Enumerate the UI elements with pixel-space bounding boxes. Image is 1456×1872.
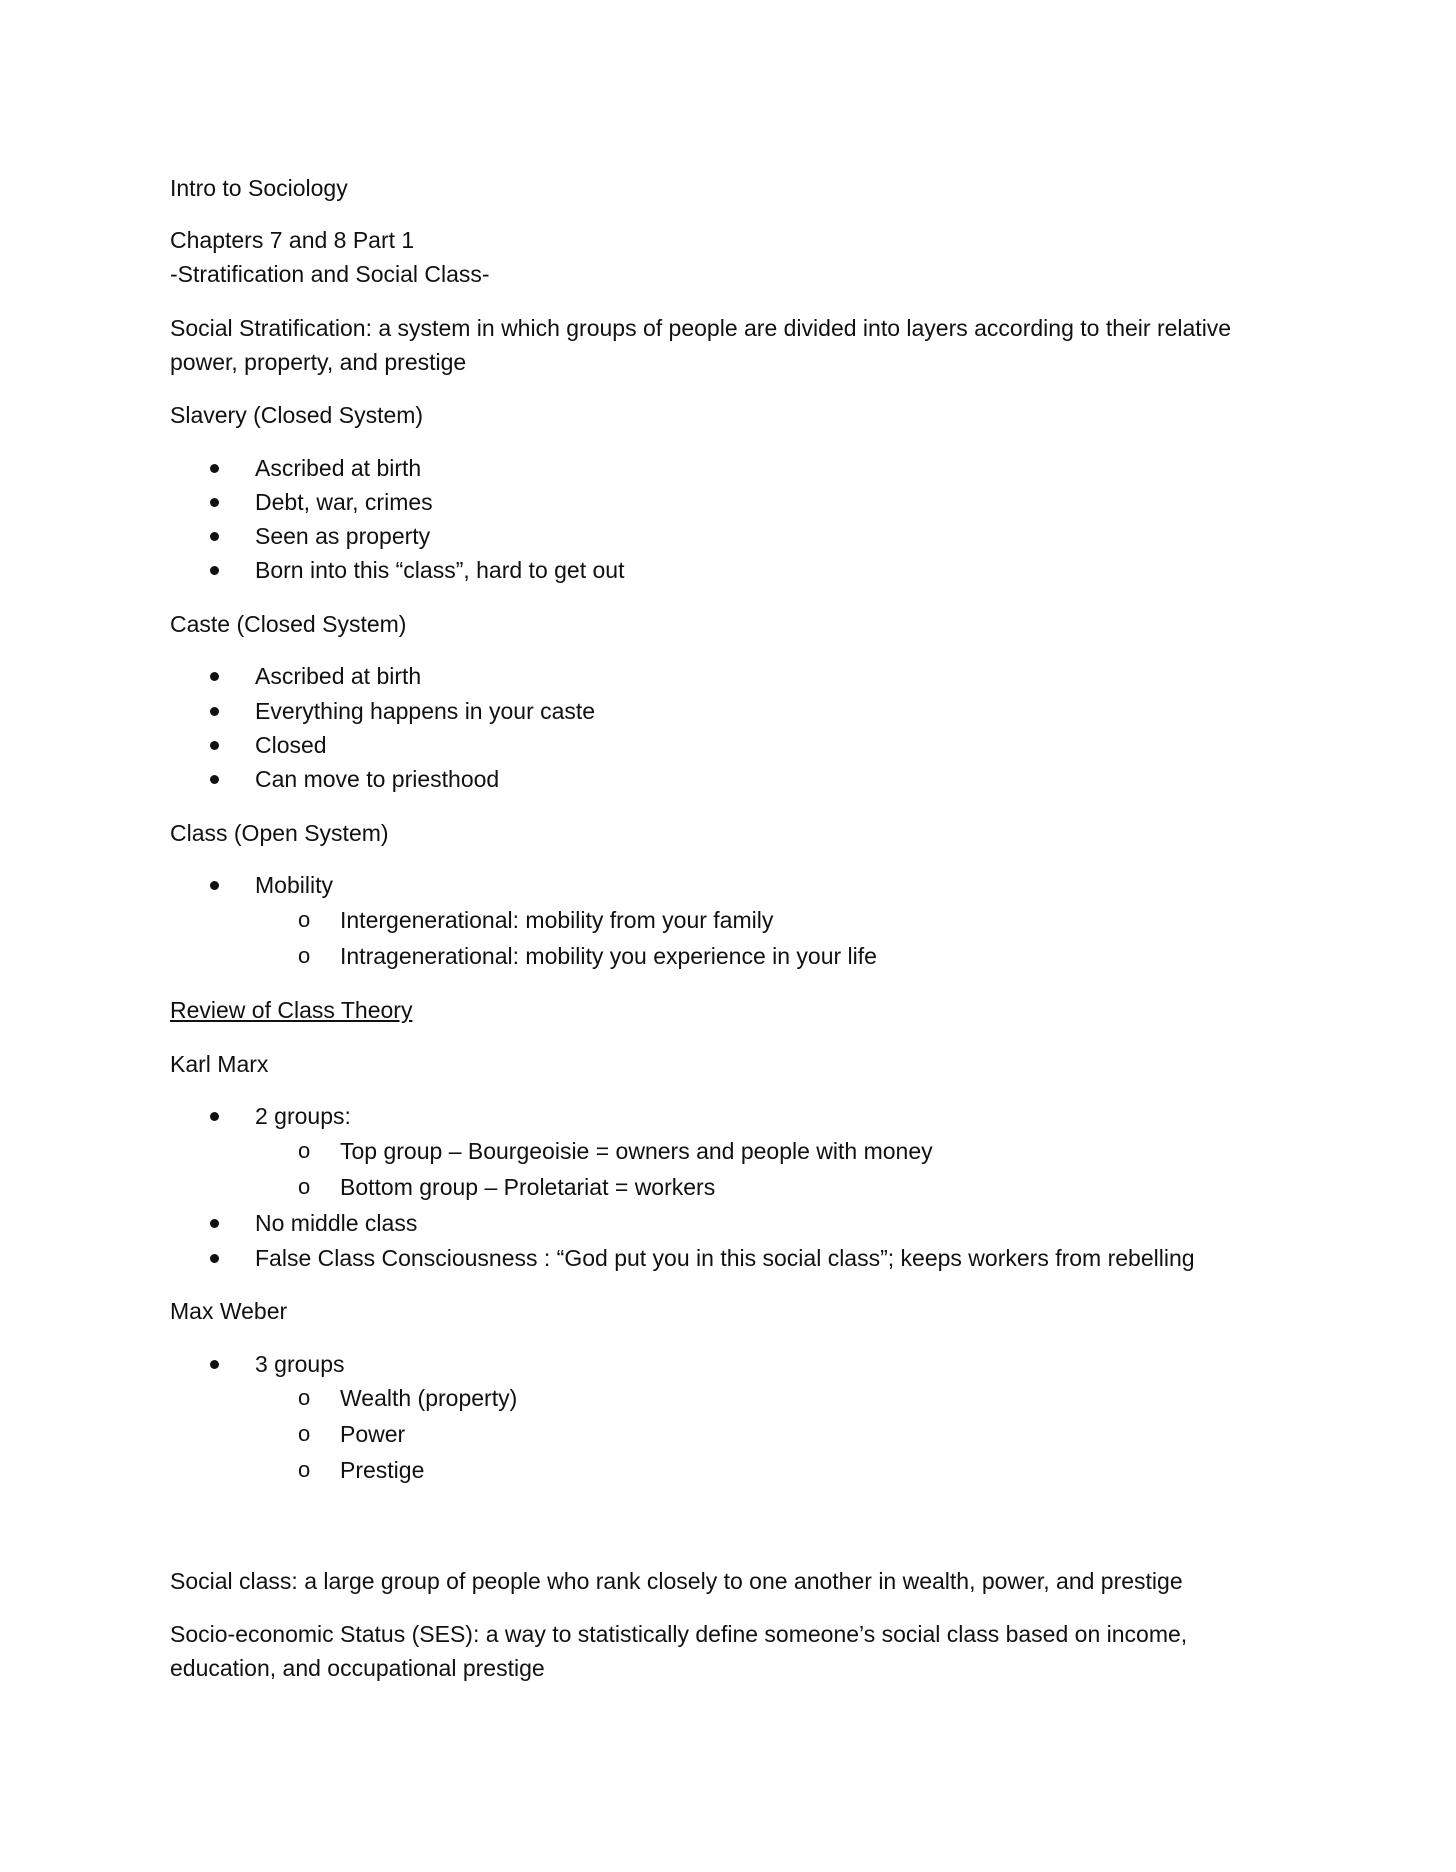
stratification-definition-line2: power, property, and prestige [170,349,467,375]
sub-bullet-icon: o [298,1457,311,1482]
subtitle: -Stratification and Social Class- [170,261,490,287]
ses-definition-line1: Socio-economic Status (SES): a way to statistically define someone’s social class based on income, [170,1621,1188,1647]
bullet-icon [210,464,219,473]
sub-bullet-icon: o [298,1421,311,1446]
bullet-icon [210,1360,219,1369]
class-heading: Class (Open System) [170,820,389,846]
bullet-icon [210,532,219,541]
social-class-definition: Social class: a large group of people who rank closely to one another in wealth, power, and prestige [170,1568,1183,1594]
sub-bullet-icon: o [298,1385,311,1410]
sub-bullet-icon: o [298,1138,311,1163]
chapters-heading: Chapters 7 and 8 Part 1 [170,227,415,253]
sub-bullet-icon: o [298,907,311,932]
bullet-icon [210,707,219,716]
bullet-icon [210,672,219,681]
stratification-definition-line1: Social Stratification: a system in which groups of people are divided into layers according to their relative [170,315,1232,341]
review-heading: Review of Class Theory [170,997,413,1023]
bullet-icon [210,775,219,784]
caste-heading: Caste (Closed System) [170,611,407,637]
slavery-heading: Slavery (Closed System) [170,402,424,428]
bullet-icon [210,741,219,750]
document-page: Intro to Sociology Chapters 7 and 8 Part 1 -Stratification and Social Class- Social Stratification: a system in which groups of people are divided into layers according to their relative power, property, and prestige Slavery (Closed System) Ascribed at birth Debt, war, crimes Seen as property Born into this “class”, hard to get out Caste (Closed System) Ascribed at birth Everything happens in your caste Closed Can move to priesthood Class (Open System) Mobility o Intergenerational: mobility from your family o Intragenerational: mobility you experience in your life Review of Class Theory Karl Marx 2 groups: o Top group – Bourgeoisie = owners and people with money o Bottom group – Proletariat = workers No middle class False Class Consciousness : “God put you in this social class”; keeps workers from rebelling Max Weber 3 groups o Wealth (property) o Power o Prestige Social class: a large group of people who rank closely to one another in wealth, power, and prestige Socio-economic Status (SES): a way to statistically define someone’s social class based on income, education, and occupational prestige [0,0,1456,1872]
bullet-icon [210,1112,219,1121]
bullet-icon [210,881,219,890]
bullet-icon [210,1254,219,1263]
weber-heading: Max Weber [170,1298,288,1324]
bullet-icon [210,1219,219,1228]
bullet-icon [210,498,219,507]
bullet-icon [210,566,219,575]
sub-bullet-icon: o [298,943,311,968]
course-title: Intro to Sociology [170,175,348,201]
ses-definition-line2: education, and occupational prestige [170,1655,545,1681]
marx-heading: Karl Marx [170,1051,269,1077]
sub-bullet-icon: o [298,1174,311,1199]
